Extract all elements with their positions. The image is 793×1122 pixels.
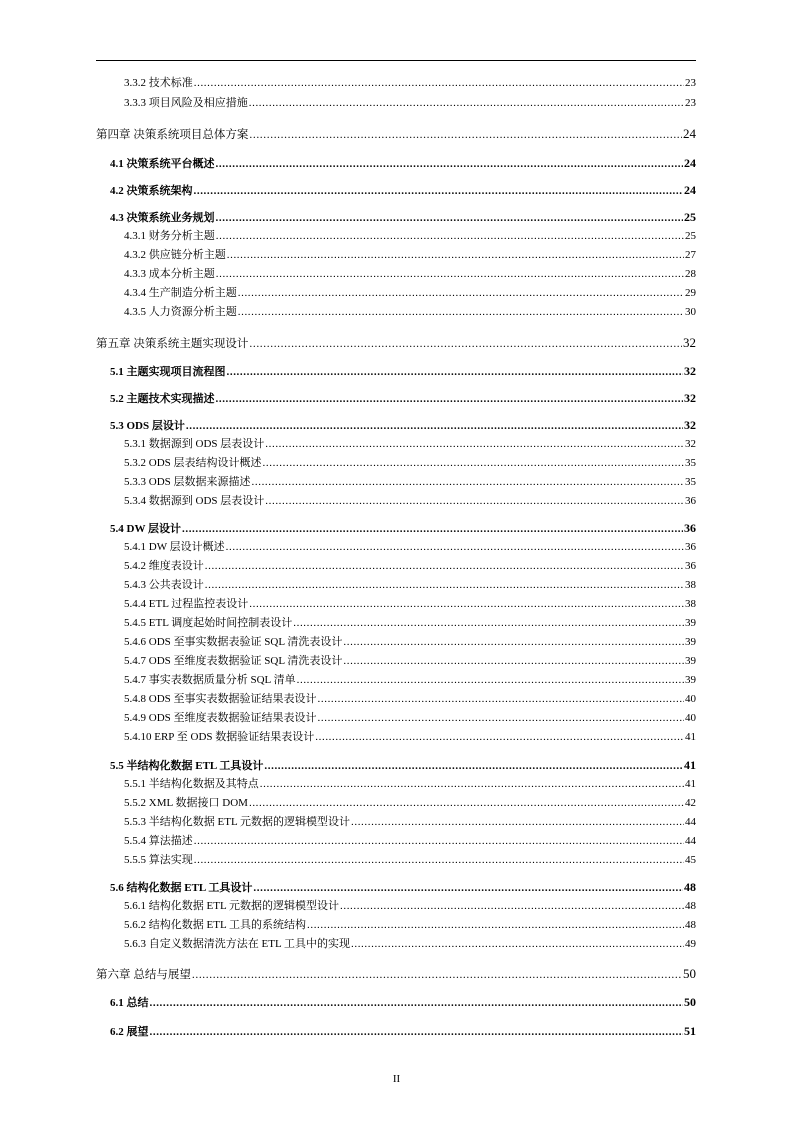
toc-entry-page: 36 bbox=[685, 495, 696, 507]
toc-leader-dots bbox=[315, 731, 684, 744]
toc-entry-title: 4.3.2 供应链分析主题 bbox=[124, 249, 226, 261]
toc-subsection-entry[interactable] bbox=[0, 617, 696, 630]
toc-entry-title: 4.2 决策系统架构 bbox=[110, 185, 193, 197]
toc-subsection-entry[interactable] bbox=[0, 438, 696, 451]
toc-entry-page: 42 bbox=[685, 797, 696, 809]
toc-entry-page: 39 bbox=[685, 655, 696, 667]
toc-leader-dots bbox=[340, 900, 684, 913]
toc-chapter-entry[interactable] bbox=[0, 336, 696, 351]
toc-leader-dots bbox=[318, 693, 684, 706]
toc-entry-page: 23 bbox=[685, 77, 696, 89]
toc-entry-title: 5.4.5 ETL 调度起始时间控制表设计 bbox=[124, 617, 293, 629]
toc-entry-title: 6.1 总结 bbox=[110, 997, 149, 1009]
toc-subsection-entry[interactable] bbox=[0, 712, 696, 725]
toc-leader-dots bbox=[343, 655, 684, 668]
toc-subsection-entry[interactable] bbox=[0, 636, 696, 649]
toc-entry-page: 32 bbox=[684, 391, 696, 405]
toc-entry-page: 27 bbox=[685, 249, 696, 261]
toc-entry-page: 41 bbox=[685, 731, 696, 743]
toc-entry-title: 3.3.3 项目风险及相应措施 bbox=[124, 97, 248, 109]
toc-entry-page: 44 bbox=[685, 835, 696, 847]
toc-entry-title: 5.4.2 维度表设计 bbox=[124, 560, 204, 572]
toc-subsection-entry[interactable] bbox=[0, 579, 696, 592]
toc-entry-title: 4.3.1 财务分析主题 bbox=[124, 230, 215, 242]
toc-subsection-entry[interactable] bbox=[0, 476, 696, 489]
toc-entry-title: 4.3.3 成本分析主题 bbox=[124, 268, 215, 280]
page-number: II bbox=[392, 1073, 401, 1085]
toc-section-entry[interactable] bbox=[0, 157, 696, 171]
toc-section-entry[interactable] bbox=[0, 211, 696, 225]
toc-leader-dots bbox=[227, 249, 684, 262]
toc-leader-dots bbox=[252, 476, 684, 489]
toc-entry-page: 24 bbox=[684, 156, 696, 170]
toc-leader-dots bbox=[216, 393, 684, 406]
toc-entry-page: 35 bbox=[685, 457, 696, 469]
toc-entry-page: 39 bbox=[685, 674, 696, 686]
toc-entry-title: 4.3.5 人力资源分析主题 bbox=[124, 306, 237, 318]
toc-entry-page: 40 bbox=[685, 712, 696, 724]
toc-entry-page: 50 bbox=[683, 966, 696, 981]
toc-subsection-entry[interactable] bbox=[0, 77, 696, 90]
toc-leader-dots bbox=[249, 129, 682, 142]
toc-entry-title: 第五章 决策系统主题实现设计 bbox=[96, 338, 249, 350]
toc-leader-dots bbox=[192, 969, 682, 982]
toc-entry-page: 23 bbox=[685, 97, 696, 109]
toc-entry-title: 5.1 主题实现项目流程图 bbox=[110, 366, 226, 378]
toc-leader-dots bbox=[226, 541, 684, 554]
toc-section-entry[interactable] bbox=[0, 996, 696, 1010]
toc-leader-dots bbox=[249, 97, 684, 110]
toc-leader-dots bbox=[150, 997, 684, 1010]
toc-leader-dots bbox=[249, 598, 684, 611]
toc-subsection-entry[interactable] bbox=[0, 674, 696, 687]
toc-leader-dots bbox=[351, 938, 684, 951]
toc-entry-title: 5.4.4 ETL 过程监控表设计 bbox=[124, 598, 249, 610]
toc-entry-page: 25 bbox=[684, 210, 696, 224]
toc-entry-page: 48 bbox=[685, 919, 696, 931]
toc-entry-page: 41 bbox=[685, 778, 696, 790]
toc-section-entry[interactable] bbox=[0, 881, 696, 895]
toc-leader-dots bbox=[205, 560, 684, 573]
toc-subsection-entry[interactable] bbox=[0, 797, 696, 810]
toc-subsection-entry[interactable] bbox=[0, 306, 696, 319]
toc-entry-title: 5.4.8 ODS 至事实表数据验证结果表设计 bbox=[124, 693, 317, 705]
toc-subsection-entry[interactable] bbox=[0, 655, 696, 668]
toc-entry-page: 44 bbox=[685, 816, 696, 828]
toc-entry-page: 24 bbox=[684, 183, 696, 197]
toc-entry-page: 32 bbox=[684, 418, 696, 432]
toc-leader-dots bbox=[150, 1026, 684, 1039]
toc-entry-title: 3.3.2 技术标准 bbox=[124, 77, 193, 89]
toc-entry-title: 5.3 ODS 层设计 bbox=[110, 420, 185, 432]
toc-section-entry[interactable] bbox=[0, 759, 696, 773]
toc-entry-page: 32 bbox=[684, 364, 696, 378]
toc-entry-title: 5.3.3 ODS 层数据来源描述 bbox=[124, 476, 251, 488]
toc-leader-dots bbox=[227, 366, 684, 379]
toc-subsection-entry[interactable] bbox=[0, 778, 696, 791]
toc-entry-title: 6.2 展望 bbox=[110, 1026, 149, 1038]
toc-leader-dots bbox=[264, 760, 683, 773]
toc-section-entry[interactable] bbox=[0, 365, 696, 379]
toc-subsection-entry[interactable] bbox=[0, 854, 696, 867]
toc-section-entry[interactable] bbox=[0, 522, 696, 536]
toc-subsection-entry[interactable] bbox=[0, 731, 696, 744]
toc-entry-title: 5.5 半结构化数据 ETL 工具设计 bbox=[110, 760, 264, 772]
toc-leader-dots bbox=[293, 617, 684, 630]
toc-entry-title: 4.3 决策系统业务规划 bbox=[110, 212, 215, 224]
toc-entry-page: 24 bbox=[683, 126, 696, 141]
toc-subsection-entry[interactable] bbox=[0, 457, 696, 470]
toc-section-entry[interactable] bbox=[0, 392, 696, 406]
toc-leader-dots bbox=[194, 77, 684, 90]
toc-entry-page: 41 bbox=[684, 758, 696, 772]
toc-subsection-entry[interactable] bbox=[0, 816, 696, 829]
toc-entry-page: 30 bbox=[685, 306, 696, 318]
toc-subsection-entry[interactable] bbox=[0, 541, 696, 554]
toc-section-entry[interactable] bbox=[0, 184, 696, 198]
toc-entry-page: 35 bbox=[685, 476, 696, 488]
toc-leader-dots bbox=[182, 523, 683, 536]
toc-entry-title: 4.3.4 生产制造分析主题 bbox=[124, 287, 237, 299]
toc-leader-dots bbox=[216, 268, 684, 281]
toc-subsection-entry[interactable] bbox=[0, 97, 696, 110]
toc-entry-title: 5.4.6 ODS 至事实数据表验证 SQL 清洗表设计 bbox=[124, 636, 343, 648]
toc-entry-title: 5.3.4 数据源到 ODS 层表设计 bbox=[124, 495, 265, 507]
toc-subsection-entry[interactable] bbox=[0, 268, 696, 281]
toc-entry-title: 5.2 主题技术实现描述 bbox=[110, 393, 215, 405]
toc-entry-title: 5.4 DW 层设计 bbox=[110, 523, 181, 535]
toc-entry-title: 第六章 总结与展望 bbox=[96, 969, 191, 981]
toc-entry-page: 28 bbox=[685, 268, 696, 280]
toc-leader-dots bbox=[249, 797, 684, 810]
toc-entry-page: 48 bbox=[684, 880, 696, 894]
toc-chapter-entry[interactable] bbox=[0, 967, 696, 982]
toc-entry-title: 5.6.1 结构化数据 ETL 元数据的逻辑模型设计 bbox=[124, 900, 339, 912]
toc-entry-page: 38 bbox=[685, 598, 696, 610]
toc-entry-title: 5.6.3 自定义数据清洗方法在 ETL 工具中的实现 bbox=[124, 938, 350, 950]
toc-entry-page: 38 bbox=[685, 579, 696, 591]
toc-entry-title: 5.4.7 ODS 至维度表数据验证 SQL 清洗表设计 bbox=[124, 655, 343, 667]
toc-subsection-entry[interactable] bbox=[0, 249, 696, 262]
toc-entry-page: 40 bbox=[685, 693, 696, 705]
toc-leader-dots bbox=[265, 495, 684, 508]
toc-entry-page: 32 bbox=[683, 335, 696, 350]
toc-entry-title: 第四章 决策系统项目总体方案 bbox=[96, 129, 249, 141]
toc-subsection-entry[interactable] bbox=[0, 598, 696, 611]
toc-entry-title: 4.1 决策系统平台概述 bbox=[110, 158, 215, 170]
toc-entry-page: 32 bbox=[685, 438, 696, 450]
toc-leader-dots bbox=[216, 212, 684, 225]
toc-subsection-entry[interactable] bbox=[0, 900, 696, 913]
toc-entry-title: 5.6 结构化数据 ETL 工具设计 bbox=[110, 882, 253, 894]
toc-entry-title: 5.5.4 算法描述 bbox=[124, 835, 193, 847]
toc-subsection-entry[interactable] bbox=[0, 230, 696, 243]
toc-entry-title: 5.4.3 公共表设计 bbox=[124, 579, 204, 591]
toc-subsection-entry[interactable] bbox=[0, 287, 696, 300]
toc-leader-dots bbox=[263, 457, 684, 470]
toc-leader-dots bbox=[205, 579, 684, 592]
toc-subsection-entry[interactable] bbox=[0, 693, 696, 706]
toc-entry-page: 36 bbox=[684, 521, 696, 535]
toc-entry-page: 49 bbox=[685, 938, 696, 950]
toc-leader-dots bbox=[216, 230, 684, 243]
toc-leader-dots bbox=[194, 185, 684, 198]
toc-entry-page: 51 bbox=[684, 1024, 696, 1038]
toc-entry-page: 39 bbox=[685, 636, 696, 648]
toc-subsection-entry[interactable] bbox=[0, 919, 696, 932]
toc-entry-page: 39 bbox=[685, 617, 696, 629]
toc-entry-title: 5.3.1 数据源到 ODS 层表设计 bbox=[124, 438, 265, 450]
toc-entry-title: 5.4.7 事实表数据质量分析 SQL 清单 bbox=[124, 674, 296, 686]
toc-section-entry[interactable] bbox=[0, 1025, 696, 1039]
toc-entry-title: 5.4.1 DW 层设计概述 bbox=[124, 541, 225, 553]
toc-entry-page: 36 bbox=[685, 541, 696, 553]
toc-leader-dots bbox=[249, 338, 682, 351]
toc-entry-title: 5.4.9 ODS 至维度表数据验证结果表设计 bbox=[124, 712, 317, 724]
toc-leader-dots bbox=[351, 816, 684, 829]
toc-entry-title: 5.5.2 XML 数据接口 DOM bbox=[124, 797, 248, 809]
header-rule bbox=[96, 60, 696, 61]
toc-leader-dots bbox=[238, 306, 684, 319]
toc-leader-dots bbox=[186, 420, 683, 433]
toc-leader-dots bbox=[253, 882, 683, 895]
toc-leader-dots bbox=[265, 438, 684, 451]
toc-entry-page: 25 bbox=[685, 230, 696, 242]
toc-chapter-entry[interactable] bbox=[0, 127, 696, 142]
toc-entry-page: 36 bbox=[685, 560, 696, 572]
toc-entry-title: 5.5.5 算法实现 bbox=[124, 854, 193, 866]
toc-subsection-entry[interactable] bbox=[0, 560, 696, 573]
toc-subsection-entry[interactable] bbox=[0, 495, 696, 508]
toc-entry-title: 5.4.10 ERP 至 ODS 数据验证结果表设计 bbox=[124, 731, 315, 743]
toc-leader-dots bbox=[307, 919, 684, 932]
toc-entry-page: 50 bbox=[684, 995, 696, 1009]
toc-entry-page: 48 bbox=[685, 900, 696, 912]
toc-entry-page: 29 bbox=[685, 287, 696, 299]
toc-leader-dots bbox=[260, 778, 684, 791]
toc-leader-dots bbox=[194, 854, 684, 867]
toc-entry-title: 5.6.2 结构化数据 ETL 工具的系统结构 bbox=[124, 919, 306, 931]
toc-leader-dots bbox=[297, 674, 684, 687]
toc-section-entry[interactable] bbox=[0, 419, 696, 433]
toc-entry-title: 5.3.2 ODS 层表结构设计概述 bbox=[124, 457, 262, 469]
toc-leader-dots bbox=[343, 636, 684, 649]
toc-leader-dots bbox=[318, 712, 684, 725]
toc-entry-title: 5.5.1 半结构化数据及其特点 bbox=[124, 778, 259, 790]
toc-leader-dots bbox=[216, 158, 684, 171]
toc-leader-dots bbox=[238, 287, 684, 300]
toc-entry-page: 45 bbox=[685, 854, 696, 866]
toc-subsection-entry[interactable] bbox=[0, 835, 696, 848]
toc-leader-dots bbox=[194, 835, 684, 848]
toc-subsection-entry[interactable] bbox=[0, 938, 696, 951]
toc-entry-title: 5.5.3 半结构化数据 ETL 元数据的逻辑模型设计 bbox=[124, 816, 350, 828]
